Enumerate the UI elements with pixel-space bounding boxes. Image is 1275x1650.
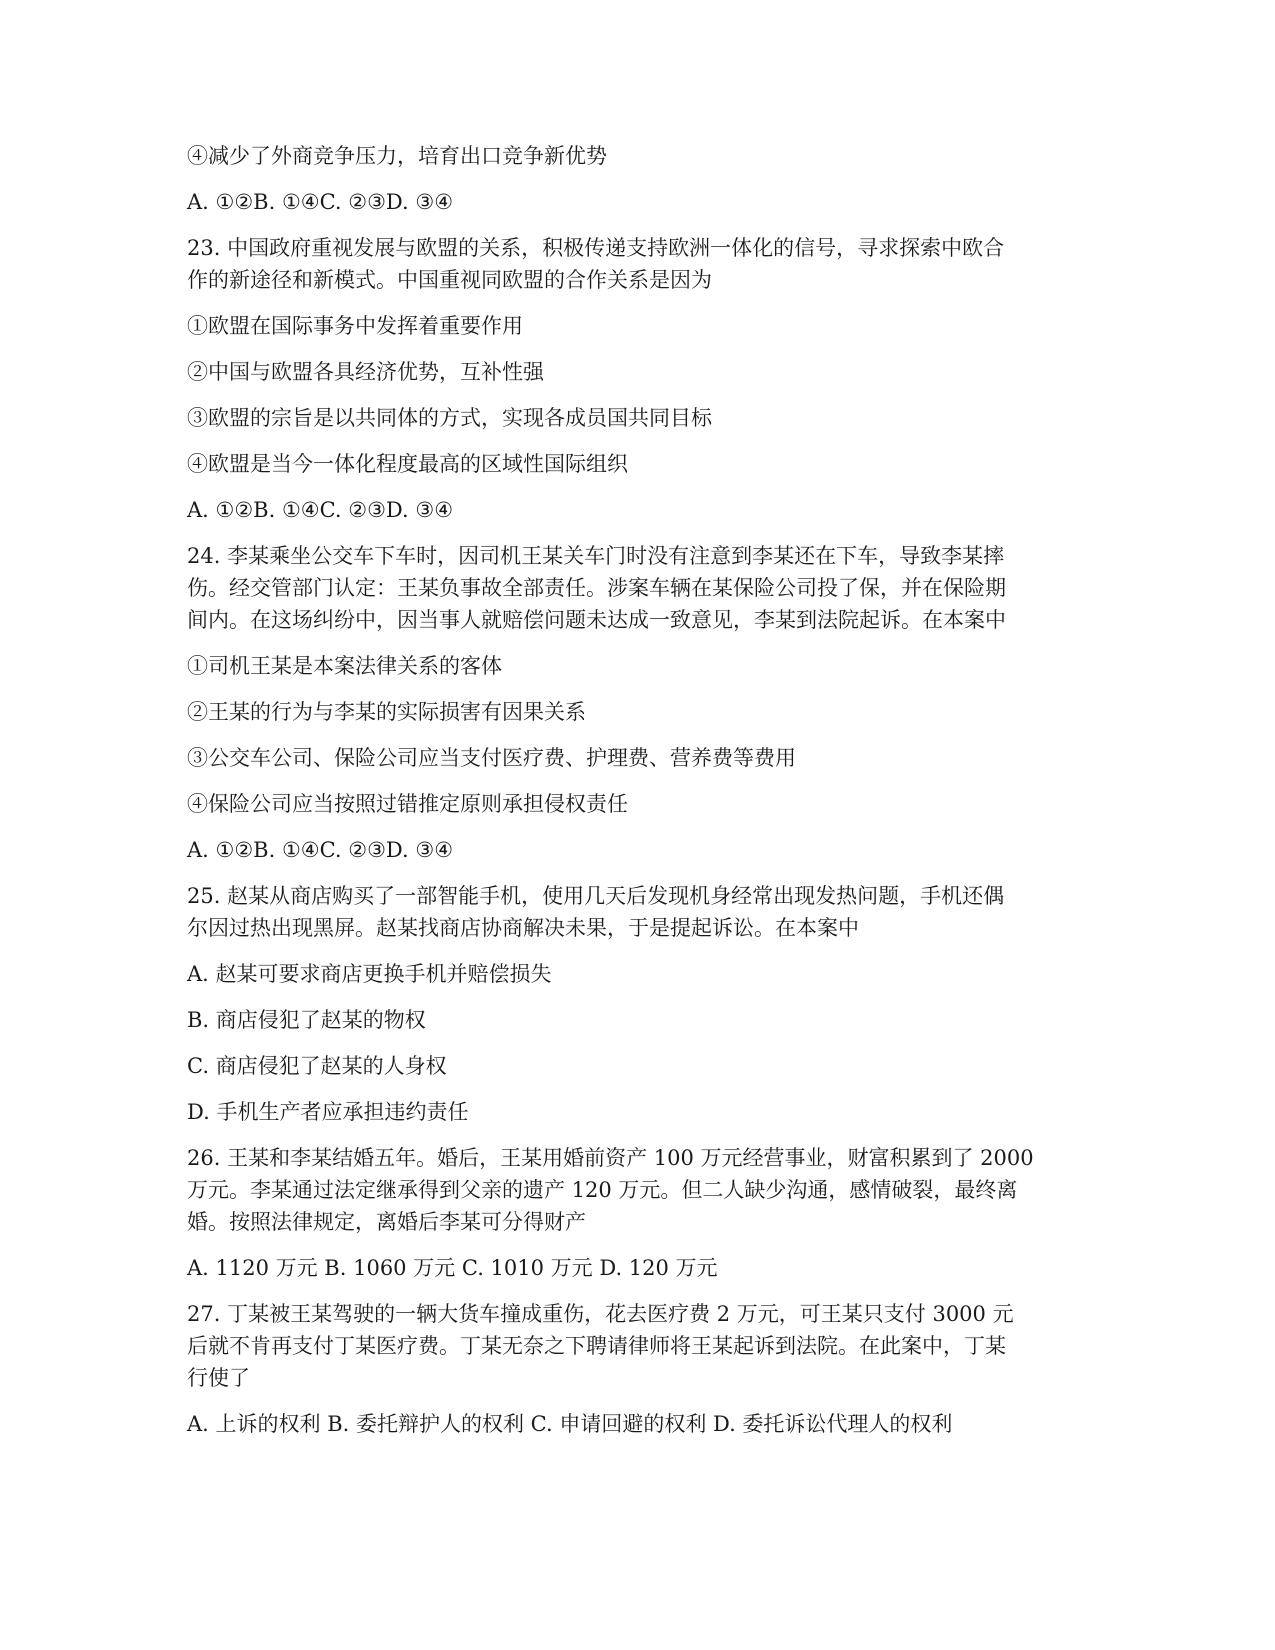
option-line: ③欧盟的宗旨是以共同体的方式，实现各成员国共同目标 <box>187 406 712 430</box>
question-23-stem <box>187 232 1087 296</box>
option-line: B. 商店侵犯了赵某的物权 <box>187 1008 426 1032</box>
stem-line: 伤。经交管部门认定：王某负事故全部责任。涉案车辆在某保险公司投了保，并在保险期 <box>187 576 1006 600</box>
stem-line: 24. 李某乘坐公交车下车时，因司机王某关车门时没有注意到李某还在下车，导致李某摔 <box>187 544 1005 568</box>
answer-choices: A. 上诉的权利 B. 委托辩护人的权利 C. 申请回避的权利 D. 委托诉讼代理人的权利 <box>187 1412 953 1436</box>
option-line: ③公交车公司、保险公司应当支付医疗费、护理费、营养费等费用 <box>187 746 796 770</box>
option-line: ④保险公司应当按照过错推定原则承担侵权责任 <box>187 792 628 816</box>
document-page <box>187 140 1087 1454</box>
option-line: ②中国与欧盟各具经济优势，互补性强 <box>187 360 544 384</box>
answer-choices: A. ①②B. ①④C. ②③D. ③④ <box>187 498 454 522</box>
stem-line: 婚。按照法律规定，离婚后李某可分得财产 <box>187 1210 586 1234</box>
stem-line: 作的新途径和新模式。中国重视同欧盟的合作关系是因为 <box>187 268 712 292</box>
option-line: ①欧盟在国际事务中发挥着重要作用 <box>187 314 523 338</box>
stem-line: 26. 王某和李某结婚五年。婚后，王某用婚前资产 100 万元经营事业，财富积累到了 2000 <box>187 1146 1034 1170</box>
stem-line: 25. 赵某从商店购买了一部智能手机，使用几天后发现机身经常出现发热问题，手机还偶 <box>187 884 1005 908</box>
question-24-stem <box>187 540 1087 636</box>
stem-line: 23. 中国政府重视发展与欧盟的关系，积极传递支持欧洲一体化的信号，寻求探索中欧合 <box>187 236 1005 260</box>
stem-line: 27. 丁某被王某驾驶的一辆大货车撞成重伤，花去医疗费 2 万元，可王某只支付 3000 元 <box>187 1302 1014 1326</box>
answer-choices: A. 1120 万元 B. 1060 万元 C. 1010 万元 D. 120 万元 <box>187 1256 718 1280</box>
option-line: ④减少了外商竞争压力，培育出口竞争新优势 <box>187 144 607 168</box>
option-line: C. 商店侵犯了赵某的人身权 <box>187 1054 447 1078</box>
stem-line: 万元。李某通过法定继承得到父亲的遗产 120 万元。但二人缺少沟通，感情破裂，最终离 <box>187 1178 1018 1202</box>
option-line: D. 手机生产者应承担违约责任 <box>187 1100 469 1124</box>
stem-line: 行使了 <box>187 1366 250 1390</box>
option-line: ④欧盟是当今一体化程度最高的区域性国际组织 <box>187 452 628 476</box>
stem-line: 尔因过热出现黑屏。赵某找商店协商解决未果，于是提起诉讼。在本案中 <box>187 916 859 940</box>
question-25-stem <box>187 880 1087 944</box>
option-line: A. 赵某可要求商店更换手机并赔偿损失 <box>187 962 552 986</box>
option-line: ②王某的行为与李某的实际损害有因果关系 <box>187 700 586 724</box>
question-26-stem <box>187 1142 1087 1238</box>
option-line: ①司机王某是本案法律关系的客体 <box>187 654 502 678</box>
question-27-stem <box>187 1298 1087 1394</box>
stem-line: 间内。在这场纠纷中，因当事人就赔偿问题未达成一致意见，李某到法院起诉。在本案中 <box>187 608 1006 632</box>
stem-line: 后就不肯再支付丁某医疗费。丁某无奈之下聘请律师将王某起诉到法院。在此案中，丁某 <box>187 1334 1006 1358</box>
answer-choices: A. ①②B. ①④C. ②③D. ③④ <box>187 838 454 862</box>
answer-choices: A. ①②B. ①④C. ②③D. ③④ <box>187 190 454 214</box>
